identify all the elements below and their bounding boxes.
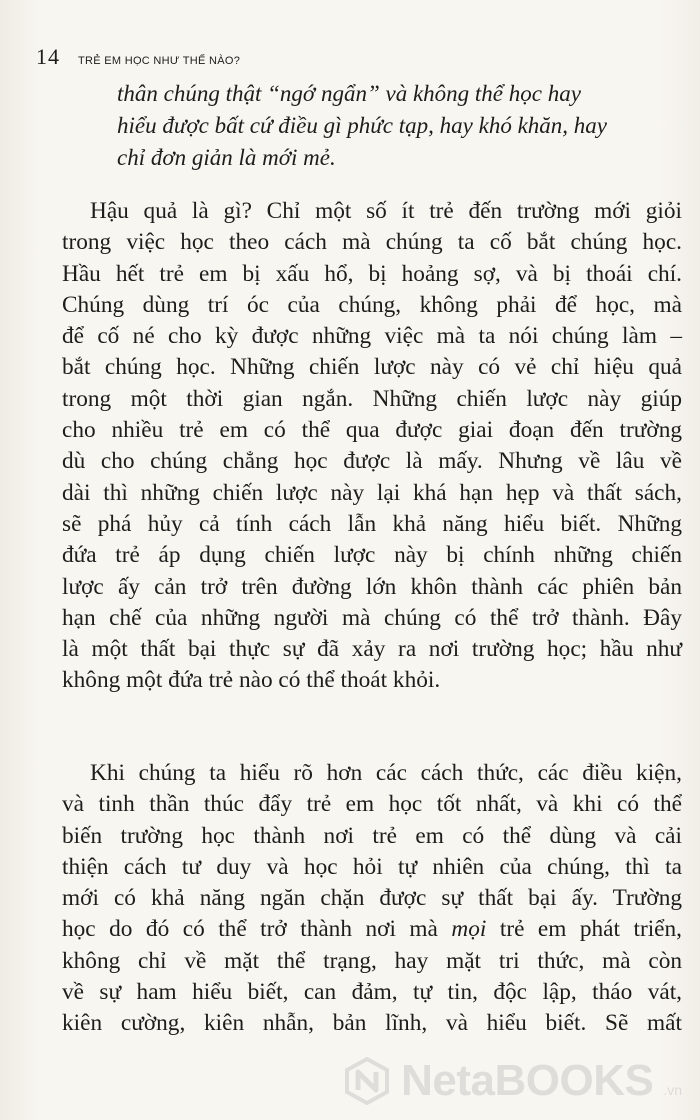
quote-line: chỉ đơn giản là mới mẻ.: [117, 145, 336, 170]
text-line: hạn chế của những người mà chúng có thể trở thành. Đây: [62, 604, 682, 631]
text-line: dài thì những chiến lược này lại khá hạn hẹp và thất sách,: [62, 479, 682, 506]
text-line: Chúng dùng trí óc của chúng, không phải để học, mà: [62, 291, 682, 318]
watermark-brand: NetaBOOKS: [401, 1056, 654, 1105]
quote-line: hiểu được bất cứ điều gì phức tạp, hay khó khăn, hay: [117, 113, 607, 138]
text-line: Hầu hết trẻ em bị xấu hổ, bị hoảng sợ, và bị thoái chí.: [62, 260, 682, 287]
book-title: TRẺ EM HỌC NHƯ THẾ NÀO?: [78, 55, 241, 67]
text-line: biến trường học thành nơi trẻ em có thể dùng và cải: [62, 822, 682, 849]
text-line: không chỉ về mặt thể trạng, hay mặt tri thức, mà còn: [62, 947, 682, 974]
text-line: Khi chúng ta hiểu rõ hơn các cách thức, các điều kiện,: [90, 760, 682, 786]
paragraph-2: [62, 758, 682, 1040]
watermark: [343, 1056, 682, 1106]
text-line: mới có khả năng ngăn chặn được sự thất bại ấy. Trường: [62, 885, 682, 912]
text-line: về sự ham hiểu biết, can đảm, tự tin, độc lập, tháo vát,: [62, 979, 682, 1006]
text-line: dù cho chúng chẳng học được là mấy. Nhưng về lâu về: [62, 448, 682, 475]
text-line: đứa trẻ áp dụng chiến lược này bị chính những chiến: [62, 542, 682, 569]
paragraph-1: [62, 196, 682, 697]
text-line: là một thất bại thực sự đã xảy ra nơi trường học; hầu như: [62, 636, 682, 663]
text-line: Hậu quả là gì? Chỉ một số ít trẻ đến trường mới giỏi: [90, 198, 682, 224]
text-line: bắt chúng học. Những chiến lược này có vẻ chỉ hiệu quả: [62, 354, 682, 381]
text-line: cho nhiều trẻ em có thể qua được giai đoạn đến trường: [62, 417, 682, 444]
text-line: sẽ phá hủy cả tính cách lẫn khả năng hiểu biết. Những: [62, 510, 682, 537]
text-line: trong một thời gian ngắn. Những chiến lược này giúp: [62, 385, 682, 412]
netabooks-logo-icon: [343, 1057, 391, 1105]
text-line: và tinh thần thúc đẩy trẻ em học tốt nhất, và khi có thể: [62, 791, 682, 818]
text-line: kiên cường, kiên nhẫn, bản lĩnh, và hiểu biết. Sẽ mất: [62, 1010, 682, 1037]
text-line: trong việc học theo cách mà chúng ta cố bắt chúng học.: [62, 229, 682, 256]
quote-line: thân chúng thật “ngớ ngẩn” và không thể học hay: [117, 81, 581, 106]
italic-quote: [117, 78, 677, 174]
page-number: 14: [36, 44, 60, 69]
text-line: lược ấy cản trở trên đường lớn khôn thành các phiên bản: [62, 573, 682, 600]
text-line: để cố né cho kỳ được những việc mà ta nói chúng làm –: [62, 323, 682, 350]
text-segment: trẻ em phát triển,: [486, 916, 682, 943]
emphasis-word: mọi: [451, 916, 487, 943]
text-line-with-emphasis: [62, 914, 682, 945]
running-header: [36, 44, 240, 70]
text-line: thiện cách tư duy và học hỏi tự nhiên của chúng, thì ta: [62, 853, 682, 880]
text-segment: học do đó có thể trở thành nơi mà: [62, 916, 452, 943]
text-line: không một đứa trẻ nào có thể thoát khỏi.: [62, 667, 441, 694]
watermark-suffix: .vn: [663, 1082, 682, 1098]
